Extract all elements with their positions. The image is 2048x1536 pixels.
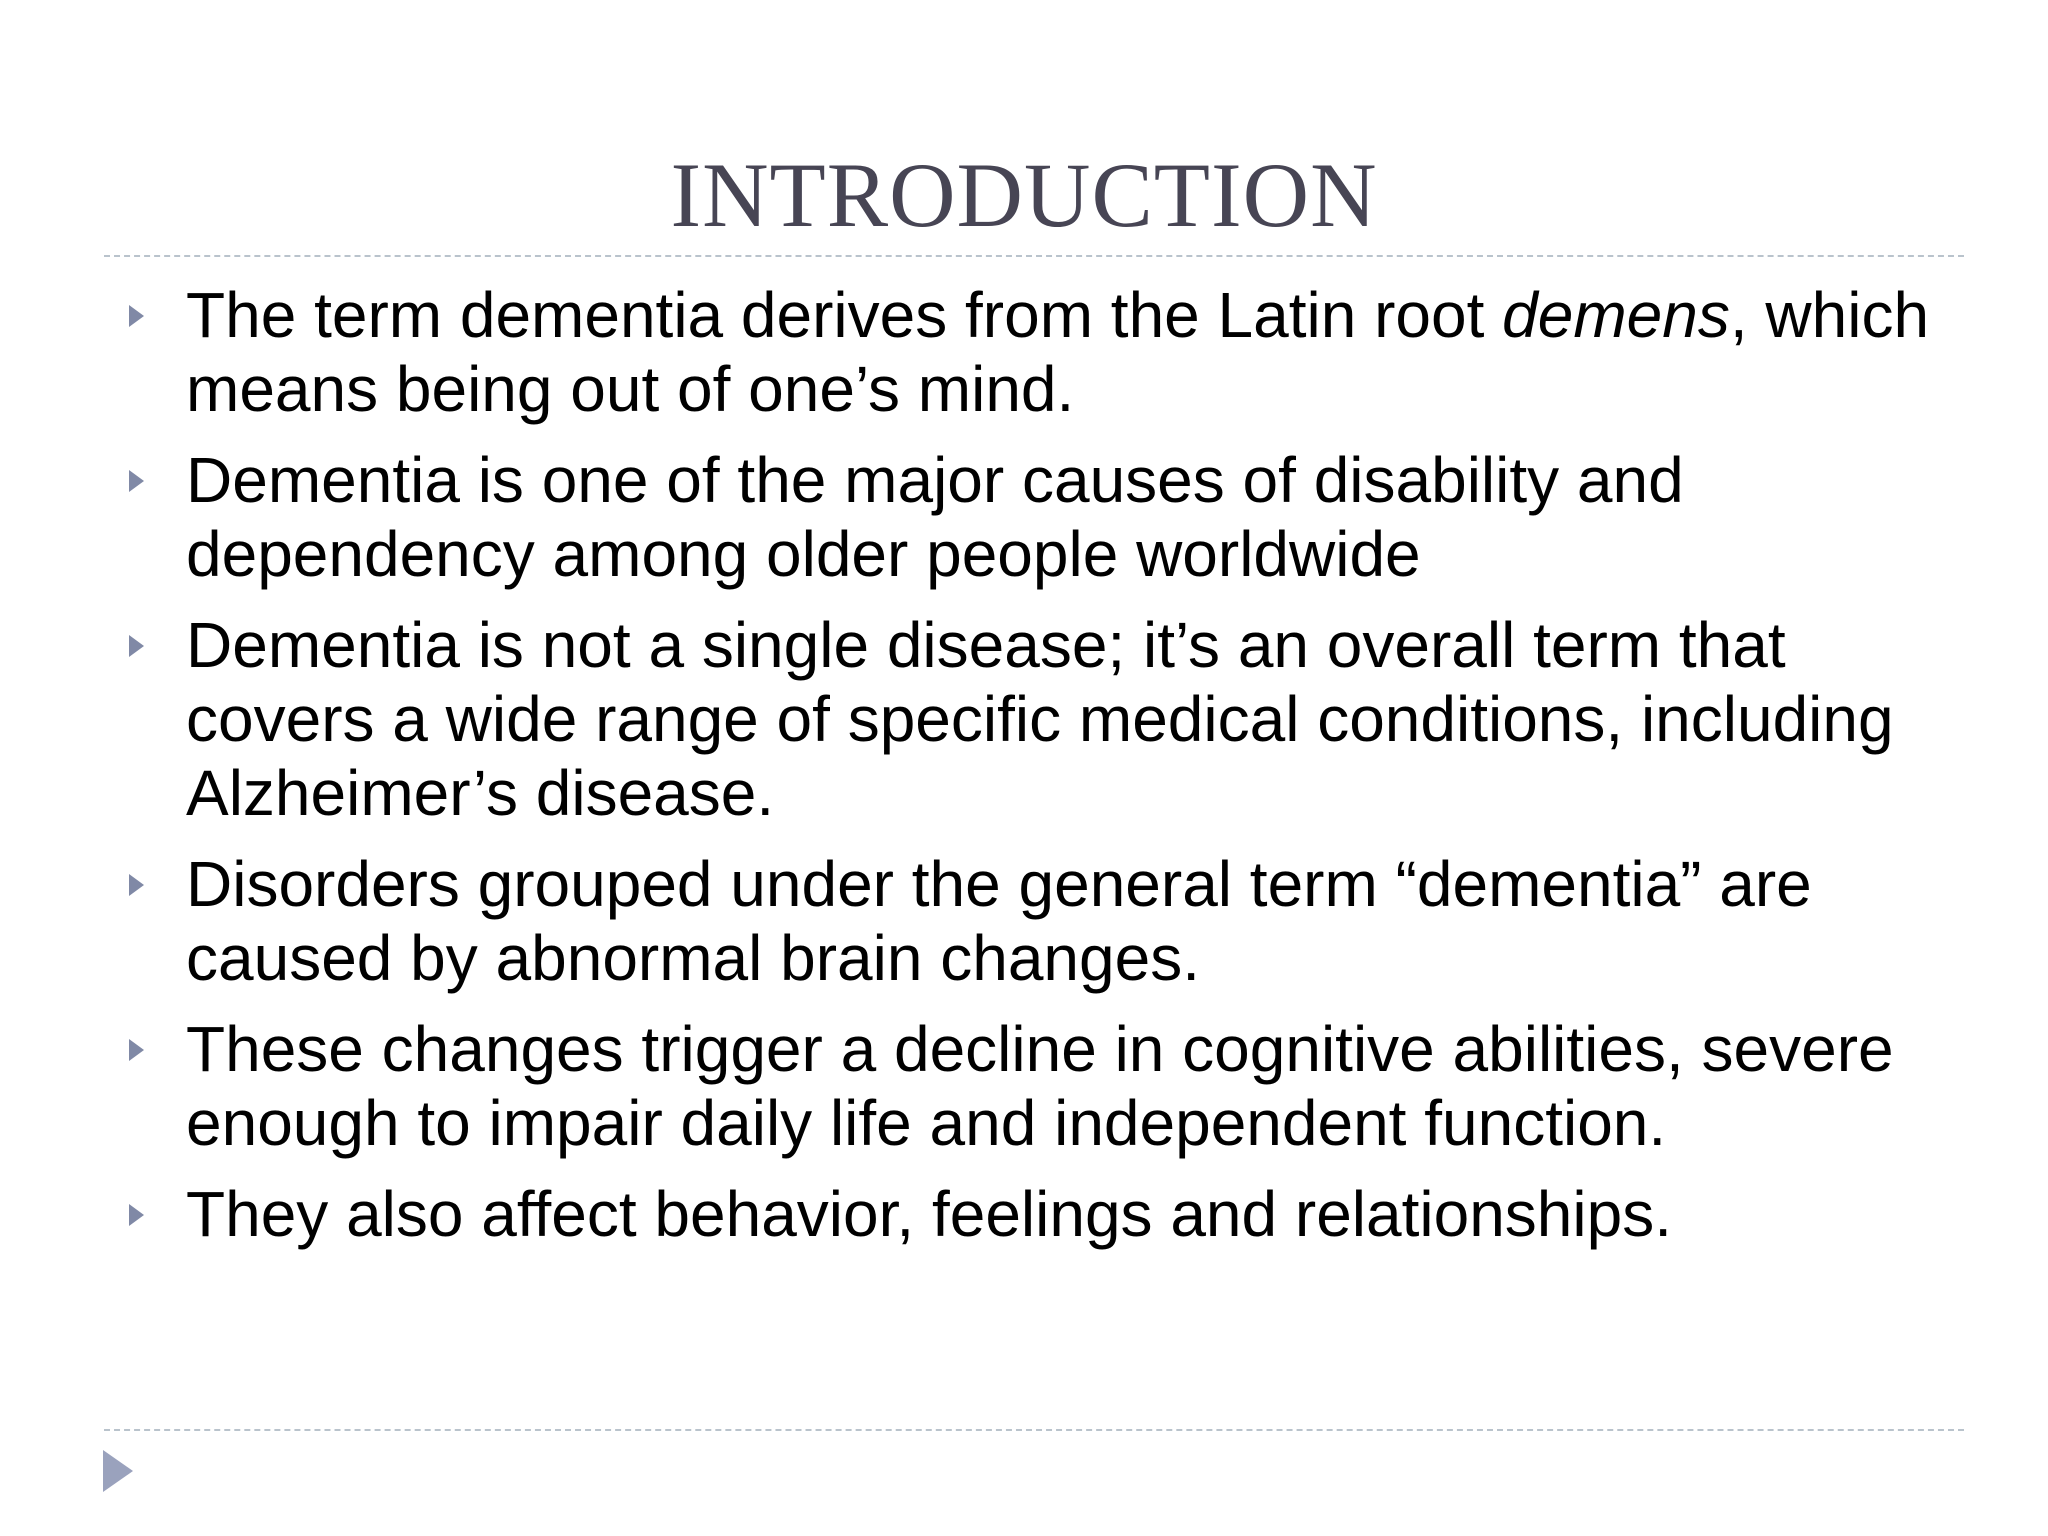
bullet-item xyxy=(120,443,1990,591)
bullet-text: They also affect behavior, feelings and relationships. xyxy=(186,1178,1672,1250)
bullet-item xyxy=(120,1012,1990,1160)
triangle-right-icon xyxy=(129,635,144,657)
title-divider xyxy=(104,255,1964,257)
bullet-emphasis: demens xyxy=(1502,279,1730,351)
bullet-text: Dementia is one of the major causes of disability and dependency among older people worldwide xyxy=(186,444,1684,590)
bullet-text-part: The term dementia derives from the Latin root xyxy=(186,279,1503,351)
bullet-text: These changes trigger a decline in cognitive abilities, severe enough to impair daily life and independent function. xyxy=(186,1013,1894,1159)
slide-title: INTRODUCTION xyxy=(670,144,1378,246)
bullet-text: Dementia is not a single disease; it’s an overall term that covers a wide range of specific medical conditions, including Alzheimer’s disease. xyxy=(186,609,1894,829)
triangle-right-icon xyxy=(129,874,144,896)
bullet-item xyxy=(120,608,1990,830)
footer-divider xyxy=(104,1429,1964,1431)
bullet-item xyxy=(120,847,1990,995)
bullet-list xyxy=(120,278,1990,1268)
bullet-item xyxy=(120,278,1990,426)
bullet-text xyxy=(186,279,1929,425)
play-triangle-icon xyxy=(103,1450,133,1492)
triangle-right-icon xyxy=(129,1039,144,1061)
triangle-right-icon xyxy=(129,1204,144,1226)
bullet-item xyxy=(120,1177,1990,1251)
triangle-right-icon xyxy=(129,470,144,492)
bullet-text-part: , which means being out of one’s mind. xyxy=(186,279,1930,425)
triangle-right-icon xyxy=(129,305,144,327)
bullet-text: Disorders grouped under the general term “dementia” are caused by abnormal brain changes. xyxy=(186,848,1812,994)
